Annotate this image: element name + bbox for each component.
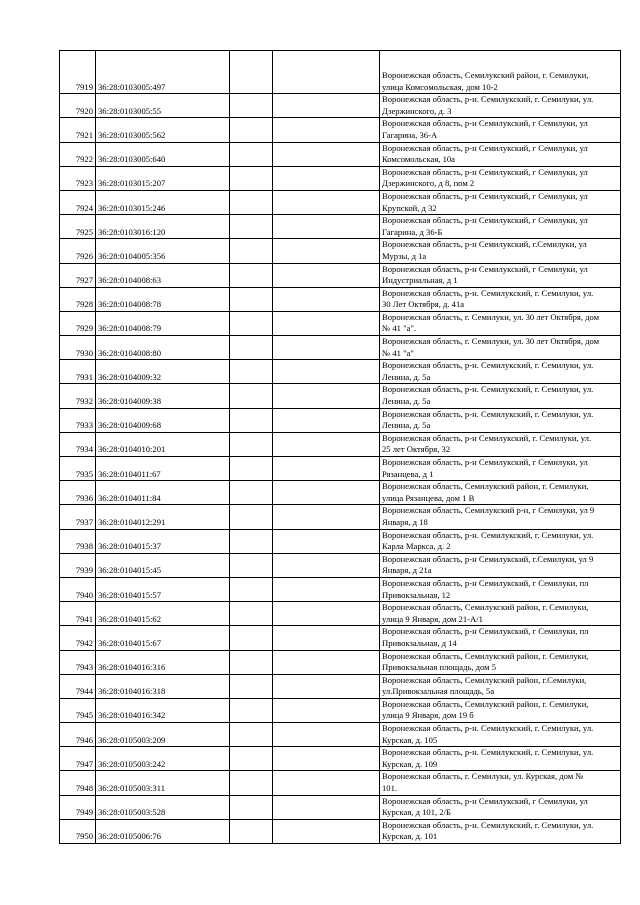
cadastral-number: 36:28:0103005:562 [96,118,230,142]
address-line: Ленина, д. 5а [382,396,431,407]
empty-cell [273,360,380,384]
empty-cell [273,336,380,360]
address-line: Воронежская область, р-н. Семилукский, г. Семилуки, ул. [382,94,594,105]
row-number: 7942 [60,626,96,650]
address-cell [380,239,621,263]
cadastral-number: 36:28:0104011:84 [96,481,230,505]
cadastral-number: 36:28:0104011:67 [96,457,230,481]
cadastral-number: 36:28:0104005:356 [96,239,230,263]
empty-cell [230,747,273,771]
address-cell [380,311,621,335]
empty-cell [230,723,273,747]
table-row [60,674,621,698]
address-line: Воронежская область, р-н Семилукский, г Семилуки, ул [382,215,588,226]
address-line: Воронежская область, Семилукский район, г. Семилуки, [382,481,589,492]
address-line: ул.Привокзальная площадь, 5а [382,686,495,697]
table-row [60,311,621,335]
row-number: 7943 [60,650,96,674]
cadastral-number: 36:28:0104010:201 [96,432,230,456]
address-cell [380,795,621,819]
table-row [60,408,621,432]
cadastral-number: 36:28:0105003:242 [96,747,230,771]
row-number: 7940 [60,577,96,601]
register-table [59,50,621,844]
empty-cell [273,263,380,287]
address-line: Мурзы, д 1а [382,250,427,261]
row-number: 7937 [60,505,96,529]
cadastral-number: 36:28:0104009:38 [96,384,230,408]
empty-cell [230,432,273,456]
table-row [60,505,621,529]
row-number: 7934 [60,432,96,456]
cadastral-number: 36:28:0104008:80 [96,336,230,360]
empty-cell [273,602,380,626]
table-row [60,432,621,456]
row-number: 7949 [60,795,96,819]
empty-cell [230,215,273,239]
row-number: 7935 [60,457,96,481]
table-row [60,577,621,601]
row-number: 7927 [60,263,96,287]
empty-cell [230,795,273,819]
empty-cell [273,287,380,311]
address-cell [380,577,621,601]
address-cell [380,747,621,771]
empty-cell [273,698,380,722]
cadastral-number: 36:28:0104012:291 [96,505,230,529]
cadastral-number: 36:28:0104016:316 [96,650,230,674]
address-cell [380,360,621,384]
table-row [60,723,621,747]
table-row [60,771,621,795]
empty-cell [273,432,380,456]
address-cell [380,481,621,505]
address-cell [380,819,621,843]
row-number: 7930 [60,336,96,360]
cadastral-number: 36:28:0103015:246 [96,190,230,214]
table-row [60,650,621,674]
empty-cell [273,771,380,795]
address-cell [380,723,621,747]
empty-cell [273,311,380,335]
table-row [60,360,621,384]
empty-cell [230,457,273,481]
address-cell [380,287,621,311]
empty-cell [273,626,380,650]
address-line: Воронежская область, р-н Семилукский, г.Семилуки, ул 9 [382,553,594,564]
table-row [60,529,621,553]
table-row [60,239,621,263]
address-line: Воронежская область, р-н Семилукский, г Семилуки, ул [382,190,588,201]
cadastral-number: 36:28:0104008:63 [96,263,230,287]
cadastral-number: 36:28:0103005:497 [96,51,230,94]
cadastral-number: 36:28:0104016:318 [96,674,230,698]
row-number: 7938 [60,529,96,553]
address-line: Воронежская область, р-н Семилукский, г Семилуки, ул [382,118,588,129]
address-cell [380,263,621,287]
address-line: Курская, д. 109 [382,758,438,769]
row-number: 7925 [60,215,96,239]
address-line: улица Рязанцева, дом 1 В [382,492,475,503]
address-cell [380,408,621,432]
row-number: 7939 [60,553,96,577]
table-row [60,287,621,311]
address-line: Карла Маркса, д. 2 [382,541,451,552]
empty-cell [273,166,380,190]
row-number: 7941 [60,602,96,626]
empty-cell [230,698,273,722]
address-cell [380,457,621,481]
address-line: улица Комсомольская, дом 10-2 [382,81,498,92]
row-number: 7931 [60,360,96,384]
empty-cell [230,819,273,843]
address-line: Крупской, д 32 [382,202,437,213]
address-cell [380,432,621,456]
address-line: Воронежская область, р-н Семилукский, г Семилуки, ул [382,166,588,177]
table-row [60,457,621,481]
row-number: 7950 [60,819,96,843]
row-number: 7928 [60,287,96,311]
table-row [60,263,621,287]
address-cell [380,698,621,722]
empty-cell [273,384,380,408]
address-line: Гагарина, д 36-Б [382,226,443,237]
row-number: 7921 [60,118,96,142]
empty-cell [230,287,273,311]
address-line: Ленина, д. 5а [382,420,431,431]
empty-cell [230,553,273,577]
address-line: улица 9 Января, дом 21-А/1 [382,613,483,624]
table-row [60,215,621,239]
address-line: Воронежская область, р-н. Семилукский, г. Семилуки, ул. [382,408,594,419]
table-row [60,602,621,626]
empty-cell [230,481,273,505]
empty-cell [230,384,273,408]
address-line: Воронежская область, р-н Семилукский, г.Семилуки, ул [382,239,587,250]
address-line: Комсомольская, 10а [382,154,455,165]
empty-cell [273,142,380,166]
address-line: Рязанцева, д 1 [382,468,434,479]
address-line: Воронежская область, р-н Семилукский, г. Семилуки, ул. [382,432,592,443]
empty-cell [230,505,273,529]
empty-cell [273,529,380,553]
address-line: Января, д 18 [382,516,428,527]
address-line: Курская, д. 105 [382,734,438,745]
address-cell [380,626,621,650]
empty-cell [230,51,273,94]
address-line: Января, д 21а [382,565,432,576]
address-cell [380,674,621,698]
address-cell [380,142,621,166]
table-row [60,481,621,505]
address-line: Воронежская область, р-н Семилукский, г Семилуки, ул [382,142,588,153]
address-line: № 41 "а" [382,347,414,358]
cadastral-number: 36:28:0105006:76 [96,819,230,843]
row-number: 7924 [60,190,96,214]
address-line: Привокзальная, 12 [382,589,451,600]
row-number: 7936 [60,481,96,505]
cadastral-number: 36:28:0104009:32 [96,360,230,384]
empty-cell [230,529,273,553]
address-line: Воронежская область, р-н Семилукский, г Семилуки, ул [382,263,588,274]
address-line: Воронежская область, р-н Семилукский, г Семилуки, пл [382,626,589,637]
empty-cell [230,360,273,384]
address-line: Воронежская область, р-н. Семилукский, г. Семилуки, ул. [382,723,594,734]
empty-cell [230,577,273,601]
table-row [60,819,621,843]
cadastral-number: 36:28:0104008:79 [96,311,230,335]
empty-cell [273,723,380,747]
row-number: 7919 [60,51,96,94]
address-line: Воронежская область, р-н. Семилукский, г. Семилуки, ул. [382,529,594,540]
empty-cell [273,118,380,142]
empty-cell [230,142,273,166]
empty-cell [230,94,273,118]
address-line: Воронежская область, р-н. Семилукский, г. Семилуки, ул. [382,360,594,371]
empty-cell [230,190,273,214]
empty-cell [273,408,380,432]
row-number: 7932 [60,384,96,408]
address-line: Воронежская область, Семилукский район, г. Семилуки, [382,70,589,80]
empty-cell [273,190,380,214]
table-row [60,142,621,166]
address-line: Ленина, д. 5а [382,371,431,382]
address-line: Привокзальная, д 14 [382,637,457,648]
table-row [60,94,621,118]
table-row [60,747,621,771]
row-number: 7922 [60,142,96,166]
address-cell [380,118,621,142]
row-number: 7923 [60,166,96,190]
row-number: 7920 [60,94,96,118]
address-cell [380,94,621,118]
address-line: Воронежская область, р-н. Семилукский, г. Семилуки, ул. [382,384,594,395]
cadastral-number: 36:28:0105003:311 [96,771,230,795]
empty-cell [273,819,380,843]
address-cell [380,336,621,360]
register-table-body [60,51,621,844]
row-number: 7948 [60,771,96,795]
row-number: 7926 [60,239,96,263]
address-line: Воронежская область, Семилукский район, г. Семилуки, [382,650,589,661]
cadastral-number: 36:28:0104015:62 [96,602,230,626]
address-line: Дзержинского, д. 3 [382,105,452,116]
cadastral-number: 36:28:0103005:640 [96,142,230,166]
table-row [60,698,621,722]
empty-cell [230,239,273,263]
empty-cell [230,650,273,674]
address-cell [380,650,621,674]
address-line: 25 лет Октября, 32 [382,444,451,455]
address-cell [380,51,621,94]
table-row [60,553,621,577]
empty-cell [273,94,380,118]
empty-cell [230,771,273,795]
table-row [60,118,621,142]
table-row [60,795,621,819]
address-line: 101. [382,783,398,794]
spacer [382,51,618,70]
address-line: Воронежская область, г. Семилуки, ул. 30 лет Октября, дом [382,311,600,322]
address-line: Гагарина, 36-А [382,129,438,140]
row-number: 7947 [60,747,96,771]
cadastral-number: 36:28:0104015:57 [96,577,230,601]
address-line: Воронежская область, р-н. Семилукский, г. Семилуки, ул. [382,287,594,298]
row-number: 7929 [60,311,96,335]
address-line: Воронежская область, Семилукский р-н, г Семилуки, ул 9 [382,505,595,516]
table-row [60,336,621,360]
cadastral-number: 36:28:0104015:45 [96,553,230,577]
address-cell [380,553,621,577]
row-number: 7946 [60,723,96,747]
address-line: Воронежская область, р-н Семилукский, г Семилуки, ул [382,795,588,806]
address-line: Дзержинского, д 8, пом 2 [382,178,475,189]
table-row [60,626,621,650]
empty-cell [273,505,380,529]
empty-cell [273,51,380,94]
address-line: Воронежская область, р-н. Семилукский, г. Семилуки, ул. [382,819,594,830]
address-cell [380,529,621,553]
cadastral-number: 36:28:0103005:55 [96,94,230,118]
address-line: Привокзальная площадь, дом 5 [382,662,497,673]
empty-cell [273,577,380,601]
address-cell [380,166,621,190]
address-line: Воронежская область, Семилукский район, г. Семилуки, [382,602,589,613]
empty-cell [273,457,380,481]
address-cell [380,215,621,239]
empty-cell [230,674,273,698]
address-line: Индустриальная, д 1 [382,275,458,286]
cadastral-number: 36:28:0104015:37 [96,529,230,553]
address-line: Курская, д. 101 [382,831,438,842]
cadastral-number: 36:28:0103016:120 [96,215,230,239]
cadastral-number: 36:28:0104009:68 [96,408,230,432]
address-line: Воронежская область, р-н Семилукский, г Семилуки, ул [382,457,588,467]
row-number: 7945 [60,698,96,722]
address-cell [380,602,621,626]
empty-cell [230,263,273,287]
address-cell [380,384,621,408]
address-line: Воронежская область, Семилукский район, г.Семилуки, [382,674,587,685]
cadastral-number: 36:28:0105003:528 [96,795,230,819]
address-line: Воронежская область, г. Семилуки, ул. 30 лет Октября, дом [382,336,600,347]
address-cell [380,505,621,529]
empty-cell [273,481,380,505]
cadastral-number: 36:28:0104016:342 [96,698,230,722]
empty-cell [273,795,380,819]
address-line: 30 Лет Октября, д. 41а [382,299,465,310]
cadastral-number: 36:28:0104008:78 [96,287,230,311]
row-number: 7933 [60,408,96,432]
empty-cell [230,118,273,142]
address-line: Воронежская область, г. Семилуки, ул. Курская, дом № [382,771,584,782]
empty-cell [273,239,380,263]
address-line: Воронежская область, Семилукский район, г. Семилуки, [382,698,589,709]
address-line: Курская, д 101, 2/Б [382,807,451,818]
empty-cell [273,747,380,771]
address-cell [380,771,621,795]
cadastral-number: 36:28:0105003:209 [96,723,230,747]
table-row [60,166,621,190]
table-row [60,190,621,214]
empty-cell [230,311,273,335]
table-row [60,384,621,408]
row-number: 7944 [60,674,96,698]
cadastral-number: 36:28:0103015:207 [96,166,230,190]
empty-cell [230,408,273,432]
cadastral-number: 36:28:0104015:67 [96,626,230,650]
empty-cell [273,215,380,239]
empty-cell [273,553,380,577]
empty-cell [230,602,273,626]
address-line: Воронежская область, р-н. Семилукский, г. Семилуки, ул. [382,747,594,758]
empty-cell [273,674,380,698]
empty-cell [230,166,273,190]
address-line: Воронежская область, р-н Семилукский, г Семилуки, пл [382,577,589,588]
address-line: улица 9 Января, дом 19 б [382,710,474,721]
address-line: № 41 "а". [382,323,417,334]
empty-cell [273,650,380,674]
empty-cell [230,336,273,360]
address-cell [380,190,621,214]
table-row [60,51,621,94]
empty-cell [230,626,273,650]
